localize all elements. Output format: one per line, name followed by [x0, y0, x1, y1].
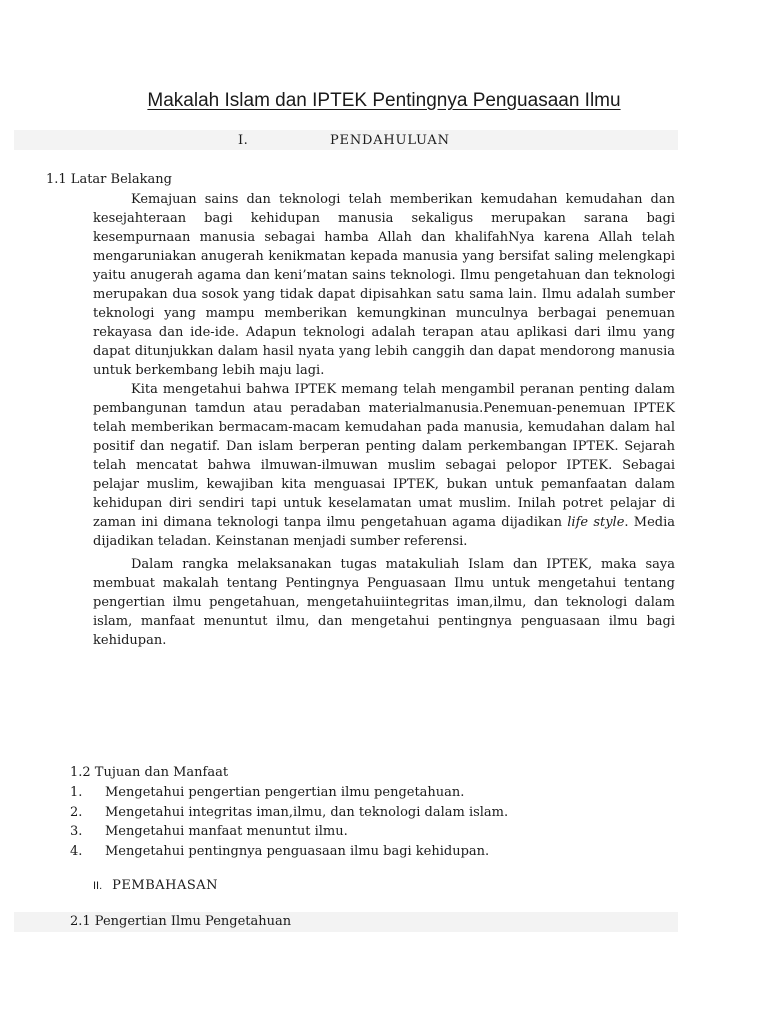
- list-item-number: 2.: [70, 804, 83, 820]
- paragraph-3: Dalam rangka melaksanakan tugas matakuliah Islam dan IPTEK, maka saya membuat makalah tentang Pentingnya Penguasaan Ilmu untuk mengetahui tentang pengertian ilmu pengetahuan, mengetahuiintegritas iman,ilmu, dan teknologi dalam islam, manfaat menuntut ilmu, dan mengetahui pentingnya penguasaan ilmu bagi kehidupan.: [93, 557, 675, 648]
- list-item-number: 4.: [70, 843, 83, 859]
- list-item: [70, 842, 670, 862]
- list-item-text: Mengetahui pentingnya penguasaan ilmu bagi kehidupan.: [105, 843, 490, 859]
- list-item: [70, 822, 670, 842]
- section2-number: II.: [93, 880, 103, 892]
- list-item: [70, 803, 670, 823]
- list-item-number: 3.: [70, 824, 83, 839]
- document-title: [0, 90, 768, 112]
- section2-heading-row: [93, 878, 218, 893]
- document-title-text: Makalah Islam dan IPTEK Pentingnya Penguasaan Ilmu: [147, 90, 621, 111]
- paragraph-1: Kemajuan sains dan teknologi telah memberikan kemudahan kemudahan dan kesejahteraan bagi kehidupan manusia sekaligus merupakan sarana bagi kesempurnaan manusia sebagai hamba Allah dan khalifahNya karena Allah telah mengaruniakan anugerah kenikmatan kepada manusia yang bersifat saling melengkapi yaitu anugerah agama dan keni’matan sains teknologi. Ilmu pengetahuan dan teknologi merupakan dua sosok yang tidak dapat dipisahkan satu sama lain. Ilmu adalah sumber teknologi yang mampu memberikan kemungkinan munculnya berbagai penemuan rekayasa dan ide-ide. Adapun teknologi adalah terapan atau aplikasi dari ilmu yang dapat ditunjukkan dalam hasil nyata yang lebih canggih dan dapat mendorong manusia untuk berkembang lebih maju lagi.: [93, 192, 675, 378]
- paragraph-2-italic: life style: [567, 515, 625, 530]
- section1-number: I.: [238, 133, 249, 148]
- section1-heading: PENDAHULUAN: [330, 133, 450, 148]
- paragraph-2: [93, 380, 675, 551]
- list-item: [70, 783, 670, 803]
- paragraph-2-text-a: Kita mengetahui bahwa IPTEK memang telah mengambil peranan penting dalam pembangunan tamdun atau peradaban materialmanusia.Penemuan-penemuan IPTEK telah memberikan bermacam-macam kemudahan pada manusia, kemudahan dalam hal positif dan negatif. Dan islam berperan penting dalam perkembangan IPTEK. Sejarah telah mencatat bahwa ilmuwan-ilmuwan muslim sebagai pelopor IPTEK. Sebagai pelajar muslim, kewajiban kita menguasai IPTEK, bukan untuk pemanfaatan dalam kehidupan diri sendiri tapi untuk keselamatan umat muslim. Inilah potret pelajar di zaman ini dimana teknologi tanpa ilmu pengetahuan agama dijadikan: [93, 382, 675, 530]
- section2-heading: PEMBAHASAN: [112, 878, 219, 893]
- list-item-text: Mengetahui pengertian pengertian ilmu pengetahuan.: [105, 785, 465, 800]
- objectives-list: [70, 783, 670, 861]
- subsection-1-1-heading: 1.1 Latar Belakang: [46, 172, 172, 187]
- subsection-2-1-heading: 2.1 Pengertian Ilmu Pengetahuan: [70, 914, 292, 929]
- list-item-text: Mengetahui integritas iman,ilmu, dan teknologi dalam islam.: [105, 804, 509, 820]
- subsection-1-2-heading: 1.2 Tujuan dan Manfaat: [70, 765, 229, 780]
- list-item-number: 1.: [70, 785, 83, 800]
- list-item-text: Mengetahui manfaat menuntut ilmu.: [105, 824, 348, 839]
- paragraph-2-text-b: . Media dijadikan teladan. Keinstanan menjadi sumber referensi.: [93, 515, 676, 549]
